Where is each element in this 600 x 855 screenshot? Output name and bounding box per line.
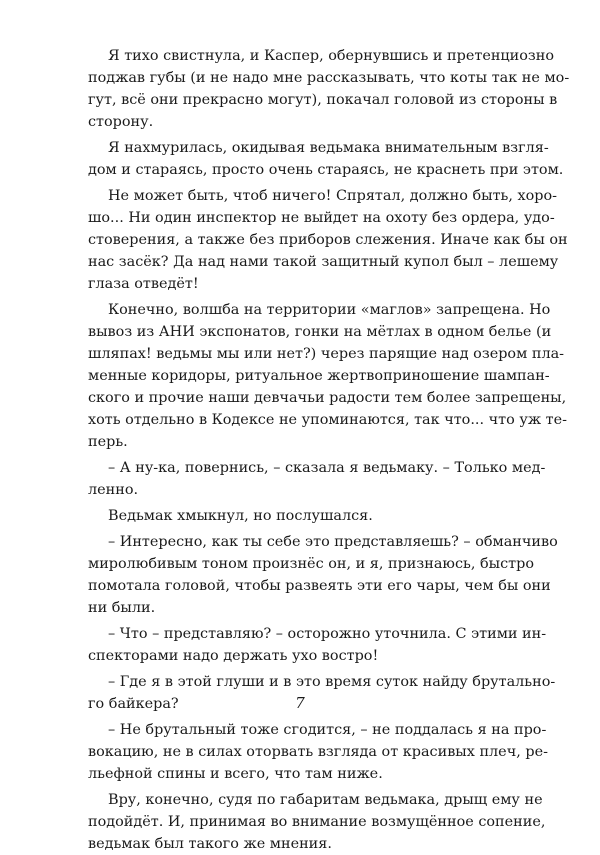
text-line: ни были. (88, 600, 156, 616)
paragraph (88, 299, 567, 453)
text-line: Ведьмак хмыкнул, но послушался. (108, 508, 373, 524)
text-line: – Не брутальный тоже сгодится, – не поддалась я на про- (108, 722, 547, 738)
text-line: стоверения, а также без приборов слежения. Иначе как бы он (88, 232, 568, 248)
paragraph (88, 45, 570, 133)
text-line: Я нахмурилась, окидывая ведьмака внимательным взгля- (108, 140, 549, 156)
text-line: – Где я в этой глуши и в это время суток найду брутально- (108, 674, 556, 690)
paragraph (88, 457, 546, 501)
paragraph (88, 137, 564, 181)
paragraph (88, 531, 558, 619)
text-line: менные коридоры, ритуальное жертвоприношение шампан- (88, 368, 550, 384)
text-line: миролюбивым тоном произнёс он, и я, признаюсь, быстро (88, 556, 535, 572)
text-line: глаза отведёт! (88, 276, 199, 292)
text-line: – А ну-ка, повернись, – сказала я ведьмаку. – Только мед- (108, 460, 546, 476)
paragraph (88, 789, 546, 855)
text-line: спекторами надо держать ухо востро! (88, 648, 379, 664)
paragraph (88, 185, 568, 295)
text-line: ведьмак был такого же мнения. (88, 836, 332, 852)
text-line: нас засёк? Да над нами такой защитный купол был – лешему (88, 254, 559, 270)
text-line: хоть отдельно в Кодексе не упоминаются, так что... что уж те- (88, 412, 567, 428)
text-line: ленно. (88, 482, 139, 498)
text-line: го байкера? (88, 696, 179, 712)
paragraph (88, 719, 548, 785)
text-line: вывоз из АНИ экспонатов, гонки на мётлах в одном белье (и (88, 324, 552, 340)
text-line: ского и прочие наши девчачьи радости тем более запрещены, (88, 390, 567, 406)
text-line: шо... Ни один инспектор не выйдет на охоту без ордера, удо- (88, 210, 555, 226)
text-line: – Интересно, как ты себе это представляешь? – обманчиво (108, 534, 558, 550)
text-line: Я тихо свистнула, и Каспер, обернувшись и претенциозно (108, 48, 555, 64)
body-text (88, 45, 570, 855)
text-line: сторону. (88, 114, 154, 130)
text-line: гут, всё они прекрасно могут), покачал головой из стороны в (88, 92, 558, 108)
text-line: помотала головой, чтобы развеять эти его чары, чем бы они (88, 578, 551, 594)
text-line: льефной спины и всего, что там ниже. (88, 766, 383, 782)
text-line: подойдёт. И, принимая во внимание возмущённое сопение, (88, 814, 546, 830)
paragraph (88, 623, 547, 667)
paragraph (88, 505, 514, 527)
text-line: Не может быть, чтоб ничего! Спрятал, должно быть, хоро- (108, 188, 558, 204)
text-line: шляпах! ведьмы мы или нет?) через парящие над озером пла- (88, 346, 565, 362)
text-line: вокацию, не в силах оторвать взгляда от красивых плеч, ре- (88, 744, 548, 760)
text-line: – Что – представляю? – осторожно уточнила. С этими ин- (108, 626, 547, 642)
text-line: перь. (88, 434, 128, 450)
text-line: Вру, конечно, судя по габаритам ведьмака, дрыщ ему не (108, 792, 543, 808)
text-line: дом и стараясь, просто очень стараясь, не краснеть при этом. (88, 162, 564, 178)
text-line: Конечно, волшба на территории «маглов» запрещена. Но (108, 302, 551, 318)
page-number: 7 (295, 694, 305, 712)
text-line: поджав губы (и не надо мне рассказывать, что коты так не мо- (88, 70, 570, 86)
